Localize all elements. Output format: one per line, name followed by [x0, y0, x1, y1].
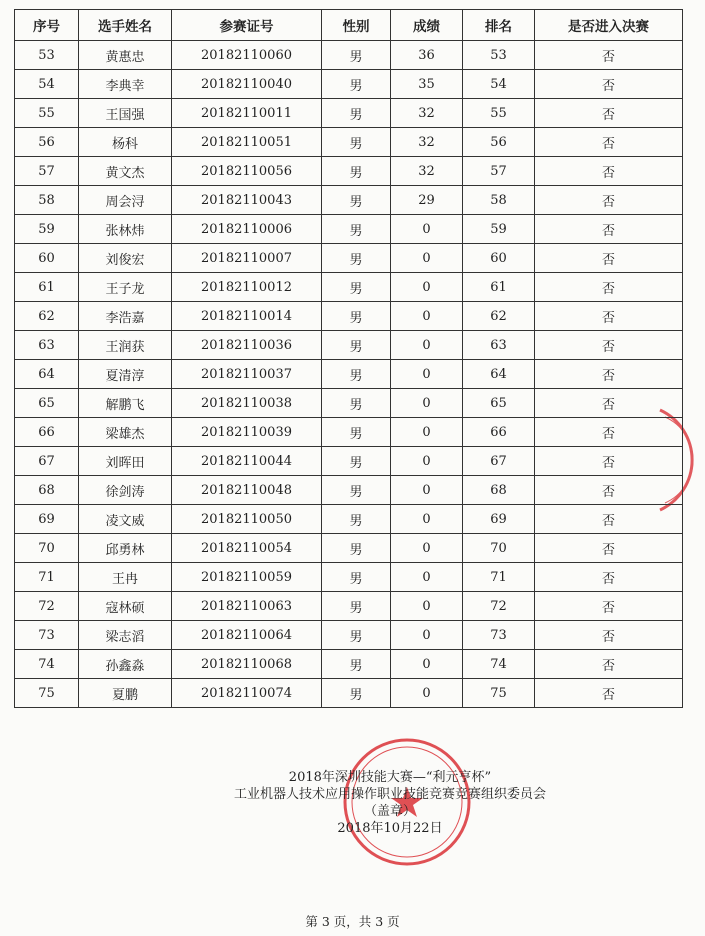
- cell-col-id: 20182110068: [172, 650, 322, 679]
- cell-col-id: 20182110063: [172, 592, 322, 621]
- cell-col-name: 周会浔: [79, 186, 172, 215]
- cell-col-seq: 74: [15, 650, 79, 679]
- cell-col-final: 否: [535, 389, 683, 418]
- cell-col-gender: 男: [322, 244, 391, 273]
- cell-col-id: 20182110007: [172, 244, 322, 273]
- cell-col-final: 否: [535, 128, 683, 157]
- cell-col-score: 0: [391, 244, 463, 273]
- cell-col-id: 20182110012: [172, 273, 322, 302]
- cell-col-rank: 53: [463, 41, 535, 70]
- cell-col-rank: 72: [463, 592, 535, 621]
- cell-col-score: 0: [391, 389, 463, 418]
- cell-col-gender: 男: [322, 679, 391, 708]
- header-col-gender: 性别: [322, 10, 391, 41]
- cell-col-seq: 69: [15, 505, 79, 534]
- cell-col-final: 否: [535, 650, 683, 679]
- cell-col-score: 0: [391, 650, 463, 679]
- cell-col-id: 20182110043: [172, 186, 322, 215]
- cell-col-gender: 男: [322, 505, 391, 534]
- cell-col-id: 20182110048: [172, 476, 322, 505]
- cell-col-final: 否: [535, 70, 683, 99]
- footer-seal-note: （盖章）: [363, 804, 416, 819]
- table-row: [15, 389, 683, 418]
- cell-col-seq: 59: [15, 215, 79, 244]
- cell-col-score: 36: [391, 41, 463, 70]
- table-row: [15, 505, 683, 534]
- cell-col-id: 20182110044: [172, 447, 322, 476]
- cell-col-final: 否: [535, 99, 683, 128]
- cell-col-rank: 60: [463, 244, 535, 273]
- cell-col-name: 刘晖田: [79, 447, 172, 476]
- table-row: [15, 418, 683, 447]
- table-row: [15, 302, 683, 331]
- cell-col-seq: 71: [15, 563, 79, 592]
- table-row: [15, 534, 683, 563]
- cell-col-name: 刘俊宏: [79, 244, 172, 273]
- cell-col-final: 否: [535, 476, 683, 505]
- cell-col-seq: 68: [15, 476, 79, 505]
- cell-col-score: 0: [391, 418, 463, 447]
- cell-col-rank: 75: [463, 679, 535, 708]
- cell-col-id: 20182110038: [172, 389, 322, 418]
- footer-date: 2018年10月22日: [337, 821, 443, 836]
- results-table: [14, 9, 683, 708]
- cell-col-gender: 男: [322, 389, 391, 418]
- cell-col-rank: 63: [463, 331, 535, 360]
- cell-col-score: 0: [391, 331, 463, 360]
- table-row: [15, 447, 683, 476]
- cell-col-gender: 男: [322, 302, 391, 331]
- cell-col-score: 0: [391, 592, 463, 621]
- cell-col-seq: 58: [15, 186, 79, 215]
- cell-col-id: 20182110037: [172, 360, 322, 389]
- cell-col-final: 否: [535, 418, 683, 447]
- header-col-rank: 排名: [463, 10, 535, 41]
- cell-col-seq: 75: [15, 679, 79, 708]
- cell-col-score: 0: [391, 447, 463, 476]
- cell-col-id: 20182110054: [172, 534, 322, 563]
- table-row: [15, 186, 683, 215]
- cell-col-gender: 男: [322, 128, 391, 157]
- cell-col-name: 黄文杰: [79, 157, 172, 186]
- cell-col-final: 否: [535, 360, 683, 389]
- cell-col-gender: 男: [322, 186, 391, 215]
- cell-col-score: 32: [391, 157, 463, 186]
- cell-col-seq: 73: [15, 621, 79, 650]
- table-row: [15, 157, 683, 186]
- table-row: [15, 563, 683, 592]
- table-row: [15, 650, 683, 679]
- page-number: 第 3 页，共 3 页: [305, 914, 400, 929]
- table-row: [15, 41, 683, 70]
- cell-col-seq: 61: [15, 273, 79, 302]
- cell-col-score: 0: [391, 476, 463, 505]
- cell-col-name: 梁雄杰: [79, 418, 172, 447]
- cell-col-name: 邱勇林: [79, 534, 172, 563]
- cell-col-gender: 男: [322, 215, 391, 244]
- footer-event-title: 2018年深圳技能大赛—“利元亨杯”: [288, 770, 492, 785]
- table-body: [15, 41, 683, 708]
- table-row: [15, 215, 683, 244]
- table-row: [15, 621, 683, 650]
- cell-col-name: 徐剑涛: [79, 476, 172, 505]
- cell-col-name: 王润获: [79, 331, 172, 360]
- cell-col-rank: 59: [463, 215, 535, 244]
- cell-col-seq: 54: [15, 70, 79, 99]
- table-row: [15, 331, 683, 360]
- cell-col-name: 孙鑫淼: [79, 650, 172, 679]
- cell-col-rank: 62: [463, 302, 535, 331]
- table-row: [15, 70, 683, 99]
- cell-col-gender: 男: [322, 70, 391, 99]
- cell-col-final: 否: [535, 41, 683, 70]
- cell-col-gender: 男: [322, 592, 391, 621]
- table-row: [15, 592, 683, 621]
- cell-col-seq: 62: [15, 302, 79, 331]
- table-row: [15, 679, 683, 708]
- cell-col-seq: 53: [15, 41, 79, 70]
- cell-col-seq: 70: [15, 534, 79, 563]
- cell-col-name: 梁志滔: [79, 621, 172, 650]
- cell-col-name: 李浩嘉: [79, 302, 172, 331]
- cell-col-rank: 55: [463, 99, 535, 128]
- table-row: [15, 360, 683, 389]
- cell-col-name: 凌文威: [79, 505, 172, 534]
- header-col-final: 是否进入决赛: [535, 10, 683, 41]
- cell-col-gender: 男: [322, 418, 391, 447]
- cell-col-seq: 63: [15, 331, 79, 360]
- cell-col-gender: 男: [322, 99, 391, 128]
- cell-col-rank: 70: [463, 534, 535, 563]
- table-row: [15, 244, 683, 273]
- header-col-name: 选手姓名: [79, 10, 172, 41]
- cell-col-gender: 男: [322, 331, 391, 360]
- cell-col-rank: 68: [463, 476, 535, 505]
- cell-col-seq: 67: [15, 447, 79, 476]
- cell-col-name: 夏鹏: [79, 679, 172, 708]
- cell-col-score: 32: [391, 99, 463, 128]
- cell-col-score: 0: [391, 273, 463, 302]
- cell-col-name: 王冉: [79, 563, 172, 592]
- cell-col-score: 0: [391, 215, 463, 244]
- cell-col-rank: 66: [463, 418, 535, 447]
- cell-col-score: 0: [391, 302, 463, 331]
- cell-col-name: 夏清淳: [79, 360, 172, 389]
- cell-col-gender: 男: [322, 157, 391, 186]
- cell-col-gender: 男: [322, 534, 391, 563]
- cell-col-score: 0: [391, 621, 463, 650]
- footer-committee-name: 工业机器人技术应用操作职业技能竞赛竞赛组织委员会: [233, 787, 546, 802]
- cell-col-gender: 男: [322, 621, 391, 650]
- cell-col-gender: 男: [322, 273, 391, 302]
- cell-col-final: 否: [535, 679, 683, 708]
- header-col-id: 参赛证号: [172, 10, 322, 41]
- cell-col-final: 否: [535, 273, 683, 302]
- header-col-score: 成绩: [391, 10, 463, 41]
- cell-col-id: 20182110074: [172, 679, 322, 708]
- cell-col-rank: 73: [463, 621, 535, 650]
- cell-col-id: 20182110039: [172, 418, 322, 447]
- cell-col-id: 20182110006: [172, 215, 322, 244]
- cell-col-final: 否: [535, 592, 683, 621]
- cell-col-rank: 74: [463, 650, 535, 679]
- cell-col-seq: 66: [15, 418, 79, 447]
- cell-col-gender: 男: [322, 360, 391, 389]
- cell-col-id: 20182110014: [172, 302, 322, 331]
- cell-col-gender: 男: [322, 563, 391, 592]
- cell-col-rank: 56: [463, 128, 535, 157]
- cell-col-gender: 男: [322, 41, 391, 70]
- cell-col-name: 李典幸: [79, 70, 172, 99]
- cell-col-rank: 71: [463, 563, 535, 592]
- cell-col-final: 否: [535, 215, 683, 244]
- cell-col-score: 0: [391, 679, 463, 708]
- cell-col-score: 32: [391, 128, 463, 157]
- cell-col-rank: 57: [463, 157, 535, 186]
- cell-col-seq: 56: [15, 128, 79, 157]
- cell-col-id: 20182110059: [172, 563, 322, 592]
- cell-col-rank: 54: [463, 70, 535, 99]
- cell-col-score: 0: [391, 360, 463, 389]
- table-header-row: [15, 10, 683, 41]
- cell-col-final: 否: [535, 186, 683, 215]
- cell-col-seq: 55: [15, 99, 79, 128]
- cell-col-name: 黄惠忠: [79, 41, 172, 70]
- cell-col-final: 否: [535, 621, 683, 650]
- cell-col-id: 20182110011: [172, 99, 322, 128]
- cell-col-score: 0: [391, 534, 463, 563]
- cell-col-final: 否: [535, 505, 683, 534]
- cell-col-seq: 64: [15, 360, 79, 389]
- cell-col-score: 29: [391, 186, 463, 215]
- table-row: [15, 99, 683, 128]
- cell-col-rank: 61: [463, 273, 535, 302]
- cell-col-rank: 58: [463, 186, 535, 215]
- cell-col-final: 否: [535, 563, 683, 592]
- cell-col-score: 0: [391, 563, 463, 592]
- cell-col-seq: 57: [15, 157, 79, 186]
- cell-col-final: 否: [535, 302, 683, 331]
- cell-col-score: 0: [391, 505, 463, 534]
- cell-col-score: 35: [391, 70, 463, 99]
- cell-col-name: 寇林硕: [79, 592, 172, 621]
- header-col-seq: 序号: [15, 10, 79, 41]
- cell-col-final: 否: [535, 331, 683, 360]
- cell-col-gender: 男: [322, 650, 391, 679]
- table-row: [15, 128, 683, 157]
- cell-col-gender: 男: [322, 447, 391, 476]
- cell-col-name: 张林炜: [79, 215, 172, 244]
- cell-col-id: 20182110050: [172, 505, 322, 534]
- cell-col-final: 否: [535, 157, 683, 186]
- cell-col-final: 否: [535, 447, 683, 476]
- cell-col-id: 20182110056: [172, 157, 322, 186]
- cell-col-rank: 69: [463, 505, 535, 534]
- cell-col-name: 王子龙: [79, 273, 172, 302]
- cell-col-rank: 67: [463, 447, 535, 476]
- cell-col-rank: 64: [463, 360, 535, 389]
- cell-col-gender: 男: [322, 476, 391, 505]
- cell-col-rank: 65: [463, 389, 535, 418]
- cell-col-seq: 65: [15, 389, 79, 418]
- cell-col-id: 20182110064: [172, 621, 322, 650]
- cell-col-seq: 72: [15, 592, 79, 621]
- cell-col-id: 20182110036: [172, 331, 322, 360]
- table-row: [15, 476, 683, 505]
- cell-col-name: 解鹏飞: [79, 389, 172, 418]
- cell-col-final: 否: [535, 534, 683, 563]
- cell-col-seq: 60: [15, 244, 79, 273]
- cell-col-id: 20182110051: [172, 128, 322, 157]
- cell-col-id: 20182110040: [172, 70, 322, 99]
- table-row: [15, 273, 683, 302]
- cell-col-id: 20182110060: [172, 41, 322, 70]
- cell-col-final: 否: [535, 244, 683, 273]
- cell-col-name: 杨科: [79, 128, 172, 157]
- cell-col-name: 王国强: [79, 99, 172, 128]
